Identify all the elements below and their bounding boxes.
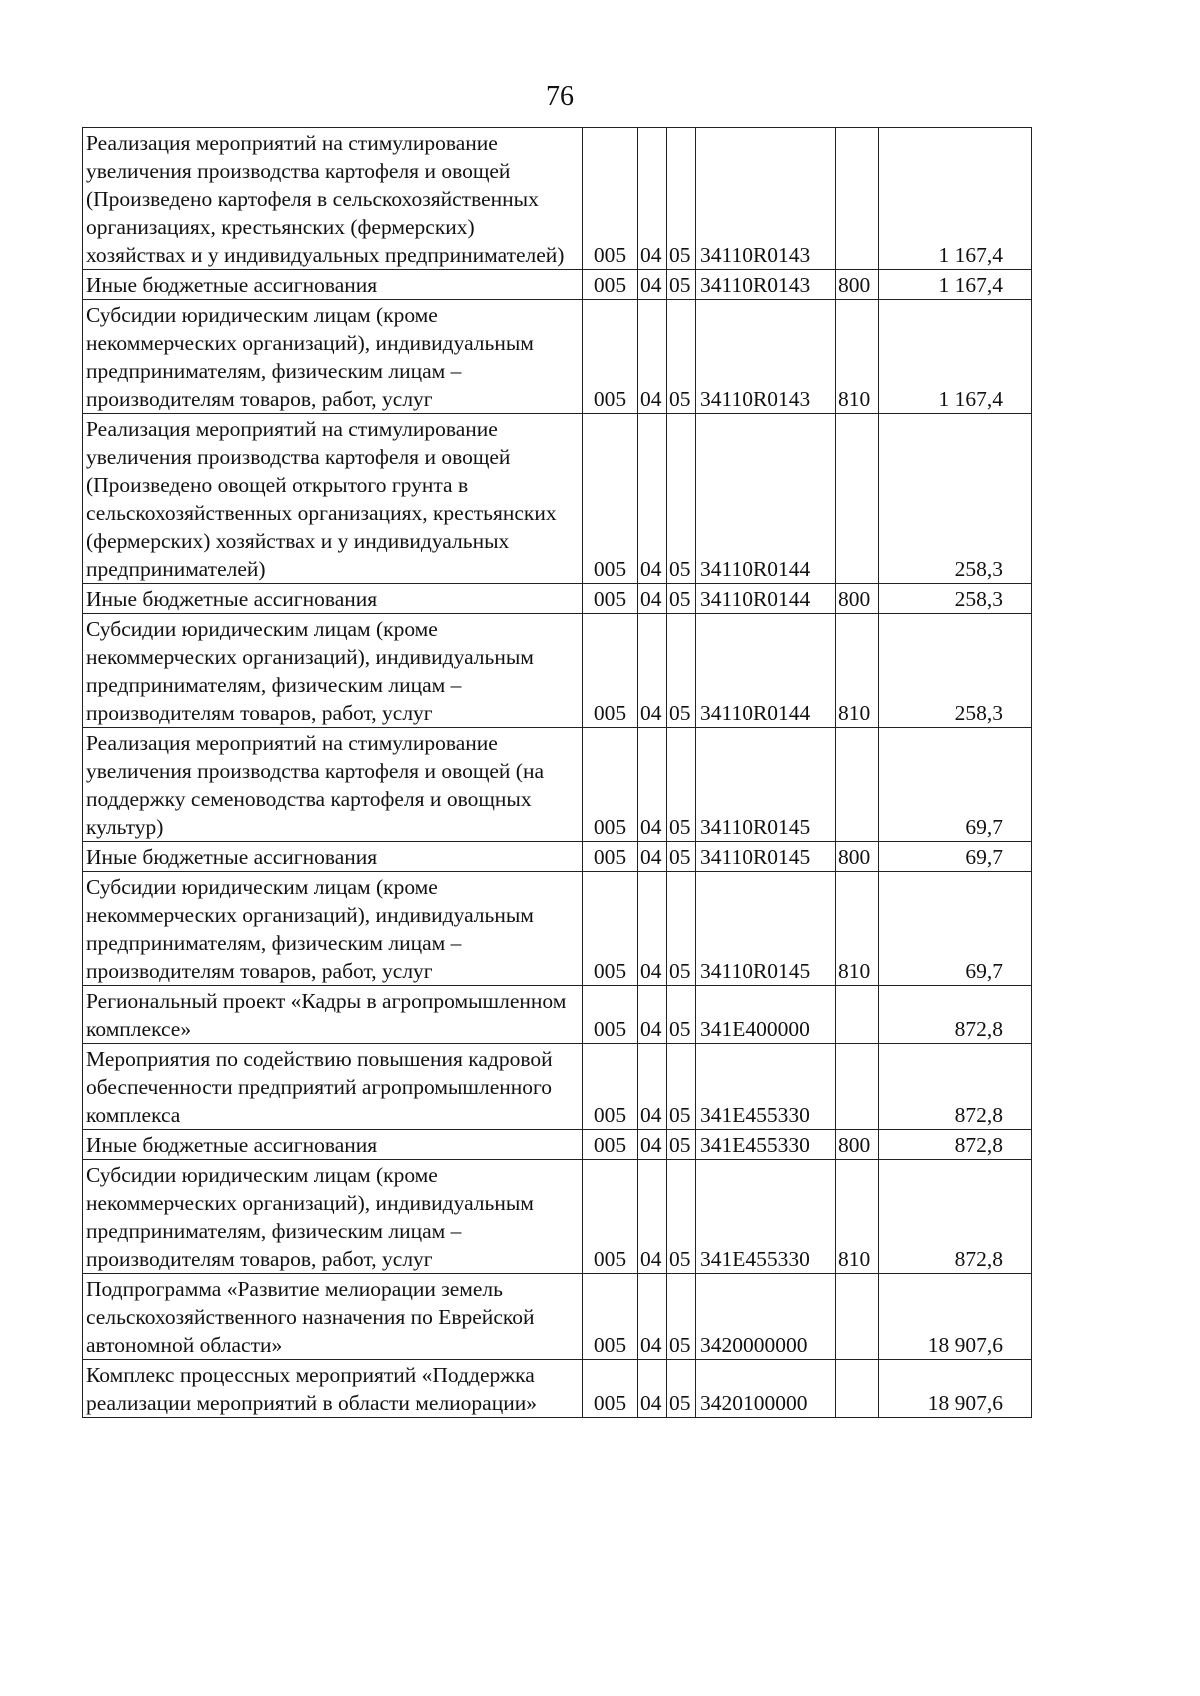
row-target-article: 3420100000 bbox=[696, 1360, 836, 1418]
row-section-code: 04 bbox=[638, 300, 667, 414]
row-name: Мероприятия по содействию повышения кадровой обеспеченности предприятий агропромышленного комплекса bbox=[83, 1044, 583, 1130]
row-target-article: 34110R0143 bbox=[696, 300, 836, 414]
row-name: Субсидии юридическим лицам (кроме некоммерческих организаций), индивидуальным предпринимателям, физическим лицам – производителям товаров, работ, услуг bbox=[83, 1160, 583, 1274]
row-section-code: 04 bbox=[638, 128, 667, 270]
row-ved-code: 005 bbox=[583, 872, 638, 986]
row-target-article: 34110R0144 bbox=[696, 414, 836, 584]
row-section-code: 04 bbox=[638, 270, 667, 300]
row-name: Региональный проект «Кадры в агропромышленном комплексе» bbox=[83, 986, 583, 1044]
table-row bbox=[83, 584, 1032, 614]
row-name: Субсидии юридическим лицам (кроме некоммерческих организаций), индивидуальным предпринимателям, физическим лицам – производителям товаров, работ, услуг bbox=[83, 300, 583, 414]
row-name: Иные бюджетные ассигнования bbox=[83, 584, 583, 614]
table-row bbox=[83, 414, 1032, 584]
row-target-article: 341E400000 bbox=[696, 986, 836, 1044]
row-amount: 258,3 bbox=[879, 414, 1032, 584]
table-row bbox=[83, 300, 1032, 414]
row-ved-code: 005 bbox=[583, 614, 638, 728]
row-name: Иные бюджетные ассигнования bbox=[83, 842, 583, 872]
row-subsection-code: 05 bbox=[667, 1160, 696, 1274]
row-section-code: 04 bbox=[638, 1160, 667, 1274]
row-target-article: 341E455330 bbox=[696, 1130, 836, 1160]
row-target-article: 34110R0145 bbox=[696, 842, 836, 872]
row-amount: 872,8 bbox=[879, 1160, 1032, 1274]
row-amount: 872,8 bbox=[879, 1130, 1032, 1160]
budget-table bbox=[82, 127, 1032, 1418]
row-subsection-code: 05 bbox=[667, 128, 696, 270]
row-name: Субсидии юридическим лицам (кроме некоммерческих организаций), индивидуальным предпринимателям, физическим лицам – производителям товаров, работ, услуг bbox=[83, 872, 583, 986]
row-target-article: 34110R0143 bbox=[696, 270, 836, 300]
row-target-article: 34110R0143 bbox=[696, 128, 836, 270]
row-ved-code: 005 bbox=[583, 414, 638, 584]
row-expense-type: 810 bbox=[836, 1160, 879, 1274]
row-name: Иные бюджетные ассигнования bbox=[83, 1130, 583, 1160]
row-amount: 1 167,4 bbox=[879, 300, 1032, 414]
row-target-article: 3420000000 bbox=[696, 1274, 836, 1360]
table-row bbox=[83, 872, 1032, 986]
row-subsection-code: 05 bbox=[667, 842, 696, 872]
row-ved-code: 005 bbox=[583, 584, 638, 614]
row-section-code: 04 bbox=[638, 1130, 667, 1160]
table-row bbox=[83, 728, 1032, 842]
row-name: Реализация мероприятий на стимулирование увеличения производства картофеля и овощей (на поддержку семеноводства картофеля и овощных культур) bbox=[83, 728, 583, 842]
row-subsection-code: 05 bbox=[667, 1360, 696, 1418]
row-ved-code: 005 bbox=[583, 986, 638, 1044]
row-name: Реализация мероприятий на стимулирование увеличения производства картофеля и овощей (Произведено картофеля в сельскохозяйственных организациях, крестьянских (фермерских) хозяйствах и у индивидуальных предпринимателей) bbox=[83, 128, 583, 270]
table-row bbox=[83, 842, 1032, 872]
row-section-code: 04 bbox=[638, 614, 667, 728]
row-amount: 258,3 bbox=[879, 584, 1032, 614]
table-row bbox=[83, 1130, 1032, 1160]
row-target-article: 341E455330 bbox=[696, 1044, 836, 1130]
row-amount: 69,7 bbox=[879, 872, 1032, 986]
row-ved-code: 005 bbox=[583, 128, 638, 270]
row-name: Иные бюджетные ассигнования bbox=[83, 270, 583, 300]
row-subsection-code: 05 bbox=[667, 1130, 696, 1160]
row-section-code: 04 bbox=[638, 584, 667, 614]
row-expense-type bbox=[836, 1274, 879, 1360]
table-row bbox=[83, 1160, 1032, 1274]
row-section-code: 04 bbox=[638, 414, 667, 584]
row-subsection-code: 05 bbox=[667, 986, 696, 1044]
row-subsection-code: 05 bbox=[667, 584, 696, 614]
row-subsection-code: 05 bbox=[667, 614, 696, 728]
row-expense-type bbox=[836, 128, 879, 270]
row-name: Подпрограмма «Развитие мелиорации земель сельскохозяйственного назначения по Еврейской автономной области» bbox=[83, 1274, 583, 1360]
row-amount: 1 167,4 bbox=[879, 270, 1032, 300]
row-expense-type bbox=[836, 1044, 879, 1130]
row-ved-code: 005 bbox=[583, 1044, 638, 1130]
budget-table-body bbox=[83, 128, 1032, 1418]
row-ved-code: 005 bbox=[583, 1360, 638, 1418]
row-amount: 18 907,6 bbox=[879, 1360, 1032, 1418]
row-subsection-code: 05 bbox=[667, 872, 696, 986]
row-target-article: 34110R0145 bbox=[696, 728, 836, 842]
row-target-article: 34110R0144 bbox=[696, 614, 836, 728]
row-expense-type: 800 bbox=[836, 270, 879, 300]
row-subsection-code: 05 bbox=[667, 300, 696, 414]
row-ved-code: 005 bbox=[583, 300, 638, 414]
row-expense-type: 810 bbox=[836, 614, 879, 728]
row-target-article: 341E455330 bbox=[696, 1160, 836, 1274]
row-amount: 69,7 bbox=[879, 728, 1032, 842]
row-ved-code: 005 bbox=[583, 1274, 638, 1360]
table-row bbox=[83, 270, 1032, 300]
row-target-article: 34110R0144 bbox=[696, 584, 836, 614]
row-name: Субсидии юридическим лицам (кроме некоммерческих организаций), индивидуальным предпринимателям, физическим лицам – производителям товаров, работ, услуг bbox=[83, 614, 583, 728]
row-expense-type: 800 bbox=[836, 584, 879, 614]
row-subsection-code: 05 bbox=[667, 1274, 696, 1360]
row-amount: 872,8 bbox=[879, 1044, 1032, 1130]
table-row bbox=[83, 614, 1032, 728]
row-expense-type: 800 bbox=[836, 842, 879, 872]
row-subsection-code: 05 bbox=[667, 1044, 696, 1130]
row-expense-type: 810 bbox=[836, 872, 879, 986]
row-expense-type: 810 bbox=[836, 300, 879, 414]
row-expense-type bbox=[836, 986, 879, 1044]
row-name: Комплекс процессных мероприятий «Поддержка реализации мероприятий в области мелиорации» bbox=[83, 1360, 583, 1418]
row-ved-code: 005 bbox=[583, 1130, 638, 1160]
row-expense-type bbox=[836, 1360, 879, 1418]
row-section-code: 04 bbox=[638, 728, 667, 842]
row-expense-type: 800 bbox=[836, 1130, 879, 1160]
row-amount: 69,7 bbox=[879, 842, 1032, 872]
row-amount: 872,8 bbox=[879, 986, 1032, 1044]
row-ved-code: 005 bbox=[583, 270, 638, 300]
row-subsection-code: 05 bbox=[667, 414, 696, 584]
page-number: 76 bbox=[546, 81, 574, 112]
table-row bbox=[83, 1360, 1032, 1418]
row-amount: 1 167,4 bbox=[879, 128, 1032, 270]
row-section-code: 04 bbox=[638, 1044, 667, 1130]
row-section-code: 04 bbox=[638, 986, 667, 1044]
row-amount: 18 907,6 bbox=[879, 1274, 1032, 1360]
row-section-code: 04 bbox=[638, 842, 667, 872]
row-target-article: 34110R0145 bbox=[696, 872, 836, 986]
table-row bbox=[83, 128, 1032, 270]
table-row bbox=[83, 1274, 1032, 1360]
row-section-code: 04 bbox=[638, 1360, 667, 1418]
row-ved-code: 005 bbox=[583, 728, 638, 842]
table-row bbox=[83, 986, 1032, 1044]
row-subsection-code: 05 bbox=[667, 728, 696, 842]
row-ved-code: 005 bbox=[583, 1160, 638, 1274]
row-expense-type bbox=[836, 414, 879, 584]
table-row bbox=[83, 1044, 1032, 1130]
row-ved-code: 005 bbox=[583, 842, 638, 872]
row-subsection-code: 05 bbox=[667, 270, 696, 300]
row-name: Реализация мероприятий на стимулирование увеличения производства картофеля и овощей (Произведено овощей открытого грунта в сельскохозяйственных организациях, крестьянских (фермерских) хозяйствах и у индивидуальных предпринимателей) bbox=[83, 414, 583, 584]
row-section-code: 04 bbox=[638, 872, 667, 986]
row-expense-type bbox=[836, 728, 879, 842]
row-section-code: 04 bbox=[638, 1274, 667, 1360]
row-amount: 258,3 bbox=[879, 614, 1032, 728]
